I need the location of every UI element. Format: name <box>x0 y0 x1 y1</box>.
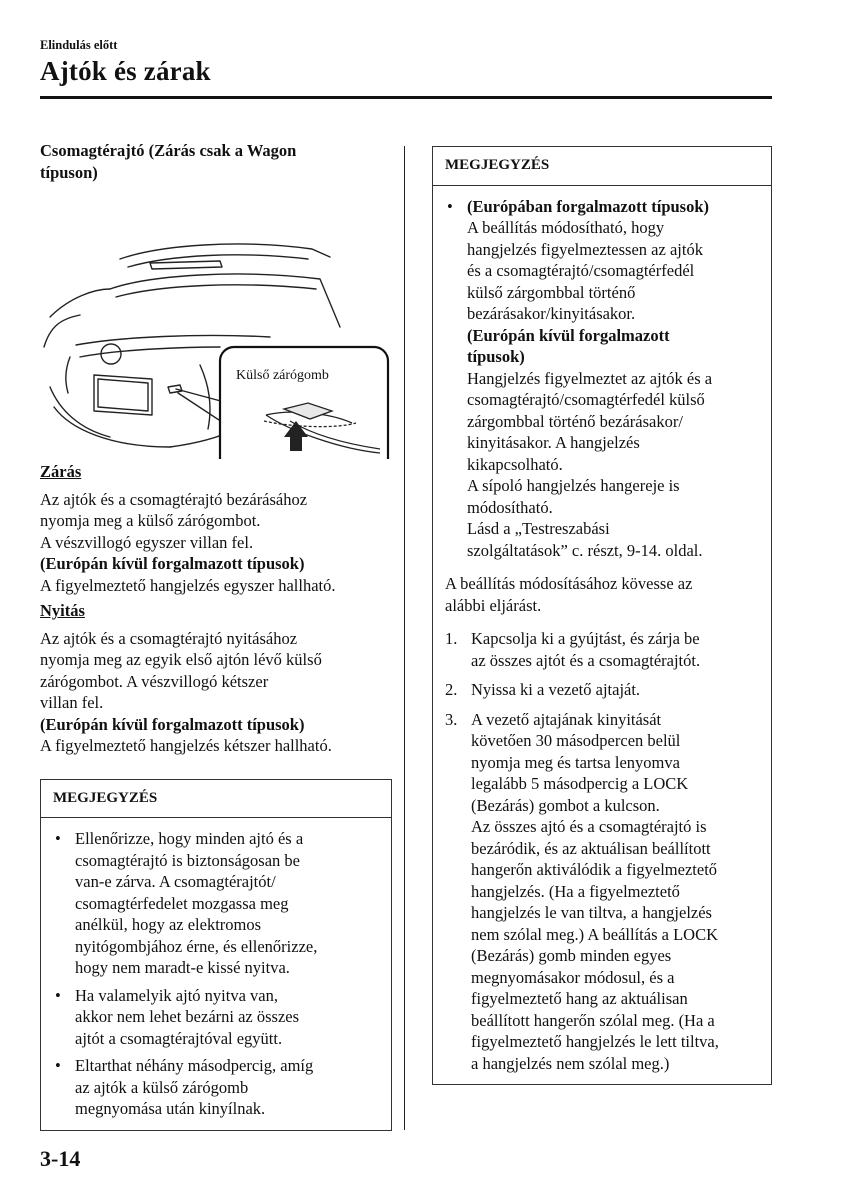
text-line: alábbi eljárást. <box>445 595 542 615</box>
text-line: Eltarthat néhány másodpercig, amíg <box>75 1056 314 1075</box>
text-line: nyomja meg és tartsa lenyomva <box>471 752 680 772</box>
list-item <box>53 828 379 979</box>
text-line: módosítható. <box>467 497 553 517</box>
column-divider <box>404 146 405 1130</box>
unlocking-text <box>40 628 392 757</box>
text-line: csomagtérajtó/csomagtérfedél külső <box>467 390 705 409</box>
text-line: A figyelmeztető hangjelzés kétszer hallható. <box>40 736 332 755</box>
note-heading: MEGJEGYZÉS <box>433 147 771 186</box>
text-line: villan fel. <box>40 693 104 712</box>
section-label: Elindulás előtt <box>40 38 118 52</box>
unlocking-heading: Nyitás <box>40 601 85 620</box>
text-line: A figyelmeztető hangjelzés egyszer hallható. <box>40 575 336 595</box>
text-line: Nyissa ki a vezető ajtaját. <box>471 680 641 699</box>
note-list <box>433 186 771 570</box>
car-rear-drawing <box>40 197 392 459</box>
liftgate-illustration <box>40 197 392 459</box>
region-note: (Európában forgalmazott típusok) <box>467 196 710 216</box>
text-line: nyitógombjához érne, és ellenőrizze, <box>75 936 318 956</box>
text-line: A sípoló hangjelzés hangereje is <box>467 476 680 495</box>
page-number: 3-14 <box>40 1146 81 1171</box>
text-line: csomagtérfedelet mozgassa meg <box>75 893 289 913</box>
text-line: hangjelzés. (Ha a figyelmeztető <box>471 881 680 901</box>
text-line: van-e zárva. A csomagtérajtót/ <box>75 872 276 891</box>
text-line: hogy nem maradt-e kissé nyitva. <box>75 958 290 977</box>
steps-list <box>445 628 759 1074</box>
text-line: Az összes ajtó és a csomagtérajtó is <box>471 817 707 836</box>
text-line: hangjelzés figyelmeztessen az ajtók <box>467 239 703 259</box>
region-note: (Európán kívül forgalmazott típusok) <box>40 714 305 734</box>
step-number: 2. <box>445 680 458 699</box>
locking-text <box>40 489 392 597</box>
text-line: és a csomagtérajtó/csomagtérfedél <box>467 261 695 280</box>
left-note-box <box>40 779 392 1131</box>
text-line: A vezető ajtajának kinyitását <box>471 709 662 729</box>
bullet: • <box>447 196 453 216</box>
locking-heading: Zárás <box>40 462 82 481</box>
text-line: szolgáltatások” c. részt, 9-14. oldal. <box>467 540 703 560</box>
text-line: megnyomása után kinyílnak. <box>75 1099 266 1118</box>
text-line: hangjelzés le van tiltva, a hangjelzés <box>471 903 712 922</box>
figure-callout-label: Külső zárógomb <box>236 368 329 383</box>
bullet: • <box>55 985 61 1005</box>
text-line: Az ajtók és a csomagtérajtó nyitásához <box>40 628 298 648</box>
text-line: nyomja meg a külső zárógombot. <box>40 511 261 530</box>
text-line: figyelmeztető hangjelzés le lett tiltva, <box>471 1032 719 1051</box>
subhead-line: Csomagtérajtó (Zárás csak a Wagon <box>40 141 297 160</box>
text-line: Ellenőrizze, hogy minden ajtó és a <box>75 829 304 848</box>
text-line: Az ajtók és a csomagtérajtó bezárásához <box>40 489 308 509</box>
text-line: Ha valamelyik ajtó nyitva van, <box>75 985 278 1005</box>
page-title: Ajtók és zárak <box>40 56 211 86</box>
text-line: a hangjelzés nem szólal meg.) <box>471 1053 670 1073</box>
text-line: ajtót a csomagtérajtóval együtt. <box>75 1028 283 1048</box>
text-line: legalább 5 másodpercig a LOCK <box>471 774 689 793</box>
step-item <box>445 709 759 1075</box>
text-line: megnyomásakor módosul, és a <box>471 967 675 987</box>
step-item <box>445 628 759 671</box>
text-line: (Bezárás) gomb minden egyes <box>471 946 672 965</box>
list-item <box>53 1055 379 1120</box>
text-line: az ajtók a külső zárógomb <box>75 1077 249 1097</box>
region-note: (Európán kívül forgalmazott <box>467 325 670 345</box>
region-note: (Európán kívül forgalmazott típusok) <box>40 554 305 573</box>
step-number: 1. <box>445 629 458 648</box>
text-line: zárógombot. A vészvillogó kétszer <box>40 671 269 691</box>
text-line: kinyitásakor. A hangjelzés <box>467 433 640 452</box>
text-line: Lásd a „Testreszabási <box>467 519 610 538</box>
text-line: A beállítás módosításához kövesse az <box>445 574 693 593</box>
text-line: kikapcsolható. <box>467 454 563 474</box>
text-line: A vészvillogó egyszer villan fel. <box>40 532 254 552</box>
text-line: bezárásakor/kinyitásakor. <box>467 304 636 323</box>
text-line: nyomja meg az egyik első ajtón lévő külső <box>40 650 322 669</box>
text-line: nem szólal meg.) A beállítás a LOCK <box>471 924 718 944</box>
text-line: zárgombbal történő bezárásakor/ <box>467 411 683 431</box>
text-line: az összes ajtót és a csomagtérajtót. <box>471 650 701 670</box>
step-item <box>445 679 759 701</box>
region-note: típusok) <box>467 347 525 366</box>
text-line: bezáródik, és az aktuálisan beállított <box>471 838 711 858</box>
text-line: A beállítás módosítható, hogy <box>467 218 665 237</box>
left-column <box>40 140 392 1131</box>
text-line: hangerőn aktiválódik a figyelmeztető <box>471 860 718 879</box>
right-note-box <box>432 146 772 1085</box>
bullet: • <box>55 829 61 848</box>
text-line: Hangjelzés figyelmeztet az ajtók és a <box>467 368 713 388</box>
text-line: akkor nem lehet bezárni az összes <box>75 1007 300 1026</box>
subhead-line: típuson) <box>40 162 98 182</box>
text-line: Kapcsolja ki a gyújtást, és zárja be <box>471 629 700 648</box>
text-line: csomagtérajtó is biztonságosan be <box>75 850 300 870</box>
step-number: 3. <box>445 709 458 729</box>
list-item <box>445 196 759 562</box>
bullet: • <box>55 1056 61 1075</box>
title-rule <box>40 96 772 99</box>
text-line: követően 30 másodpercen belül <box>471 731 681 750</box>
subhead <box>40 140 392 183</box>
intro-text <box>433 569 771 1084</box>
text-line: beállított hangerőn szólal meg. (Ha a <box>471 1010 715 1030</box>
note-heading: MEGJEGYZÉS <box>41 780 391 819</box>
text-line: anélkül, hogy az elektromos <box>75 915 262 934</box>
list-item <box>53 985 379 1050</box>
right-column <box>432 146 772 1085</box>
text-line: figyelmeztető hang az aktuálisan <box>471 989 688 1008</box>
note-list <box>41 818 391 1130</box>
text-line: (Bezárás) gombot a kulcson. <box>471 795 660 815</box>
text-line: külső zárgombbal történő <box>467 282 636 302</box>
